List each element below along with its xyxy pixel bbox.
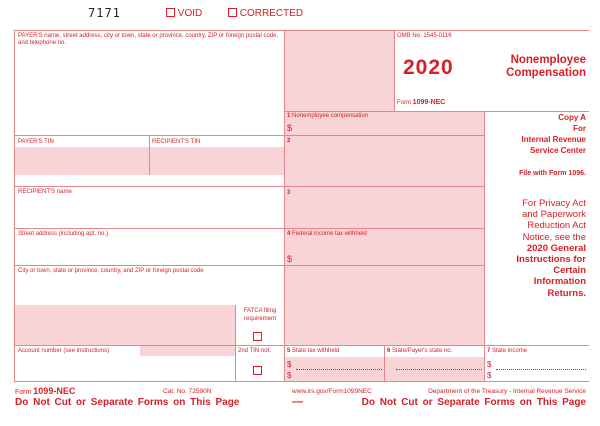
box1-num: 1	[287, 113, 291, 119]
right-mid-fill	[284, 266, 484, 345]
account-label: Account number (see instructions)	[18, 348, 110, 354]
privacy-line: Notice, see the	[522, 231, 586, 243]
box5-label	[287, 348, 339, 355]
recipient-name-input[interactable]	[15, 197, 283, 227]
box4-label	[287, 231, 367, 238]
form-name-prefix: Form	[397, 100, 411, 106]
corrected-checkbox[interactable]	[228, 8, 303, 19]
box4-dollar: $	[287, 254, 293, 264]
footer-dept: Department of the Treasury - Internal Revenue Service	[428, 388, 586, 395]
copy-irs-line2: Service Center	[529, 146, 586, 155]
street-input[interactable]	[15, 239, 283, 264]
payer-fill	[284, 31, 394, 111]
corrected-box[interactable]	[228, 8, 237, 17]
box2-fill[interactable]	[284, 135, 484, 186]
box1-dollar: $	[287, 123, 293, 133]
fatca-box[interactable]	[253, 332, 262, 341]
general-line: Instructions for	[516, 254, 586, 266]
recipient-tin-label: RECIPIENT'S TIN	[152, 139, 201, 145]
general-line: 2020 General	[526, 242, 586, 254]
dont-cut-left: Do Not Cut or Separate Forms on This Page	[15, 397, 240, 408]
form-title-line2: Compensation	[506, 67, 586, 79]
form-name-code: 1099-NEC	[412, 99, 446, 106]
void-label: VOID	[177, 8, 203, 19]
payer-name-label: PAYER'S name, street address, city or town, state or province, country, ZIP or foreign postal code, and telephone no.	[18, 33, 279, 46]
file-with: File with Form 1096.	[519, 170, 586, 177]
box6-text: State/Payer's state no.	[392, 348, 453, 354]
copy-a: Copy A	[558, 113, 586, 122]
footer-form-code: 1099-NEC	[33, 386, 76, 396]
tin2-checkbox[interactable]	[253, 361, 262, 379]
form-code: 7171	[88, 6, 121, 20]
payer-tin-label: PAYER'S TIN	[18, 139, 54, 145]
box3-fill[interactable]	[284, 187, 484, 228]
box5-num: 5	[287, 348, 291, 354]
void-checkbox[interactable]	[166, 8, 202, 19]
payer-name-input[interactable]	[15, 50, 283, 134]
account-fill[interactable]	[140, 346, 235, 356]
box2-num: 2	[287, 138, 291, 144]
payer-tin-fill[interactable]	[15, 147, 149, 175]
corrected-label: CORRECTED	[239, 8, 304, 19]
box7-dollar: $	[487, 360, 492, 369]
footer-form	[15, 386, 75, 396]
general-line: Information	[533, 276, 586, 288]
form-title-line1: Nonemployee	[510, 54, 586, 66]
privacy-line: Reduction Act	[527, 220, 586, 232]
privacy-line: and Paperwork	[522, 209, 586, 221]
footer-form-prefix: Form	[15, 389, 32, 396]
privacy-line: For Privacy Act	[522, 198, 586, 209]
form-year: 2020	[403, 56, 454, 79]
general-line: Returns.	[547, 287, 586, 299]
box6-label	[387, 348, 452, 355]
box3-num: 3	[287, 190, 291, 196]
city-fill[interactable]	[15, 305, 235, 345]
box5-dollar: $	[287, 371, 292, 380]
dont-cut-right: Do Not Cut or Separate Forms on This Page	[361, 397, 586, 408]
box1-label	[287, 113, 368, 120]
footer-dash: —	[292, 396, 303, 408]
void-box[interactable]	[166, 8, 175, 17]
box5-dollar: $	[287, 360, 292, 369]
cat-no: Cat. No. 72590N	[163, 388, 212, 395]
box7-text: State income	[492, 348, 528, 354]
box7-num: 7	[487, 348, 491, 354]
copy-for: For	[573, 124, 586, 133]
city-label: City or town, state or province, country, and ZIP or foreign postal code	[18, 268, 204, 274]
box7-dollar: $	[487, 371, 492, 380]
box4-num: 4	[287, 231, 291, 237]
street-label: Street address (including apt. no.)	[18, 231, 109, 237]
tin2-label: 2nd TIN not.	[238, 348, 271, 354]
omb-number: OMB No. 1545-0116	[397, 33, 452, 39]
fatca-label: FATCA filing requirement	[243, 308, 277, 322]
box1-text: Nonemployee compensation	[292, 113, 369, 119]
box7-label	[487, 348, 527, 355]
recipient-name-label: RECIPIENT'S name	[18, 189, 72, 195]
tin2-box[interactable]	[253, 366, 262, 375]
box6-num: 6	[387, 348, 391, 354]
form-name	[397, 99, 445, 107]
box5-text: State tax withheld	[292, 348, 340, 354]
privacy-notice	[516, 198, 586, 299]
footer-url: www.irs.gov/Form1099NEC	[292, 388, 372, 395]
general-line: Certain	[553, 265, 586, 277]
box4-text: Federal income tax withheld	[292, 231, 367, 237]
copy-irs-line1: Internal Revenue	[521, 135, 586, 144]
recipient-tin-fill[interactable]	[149, 147, 284, 175]
fatca-checkbox[interactable]	[253, 327, 262, 345]
